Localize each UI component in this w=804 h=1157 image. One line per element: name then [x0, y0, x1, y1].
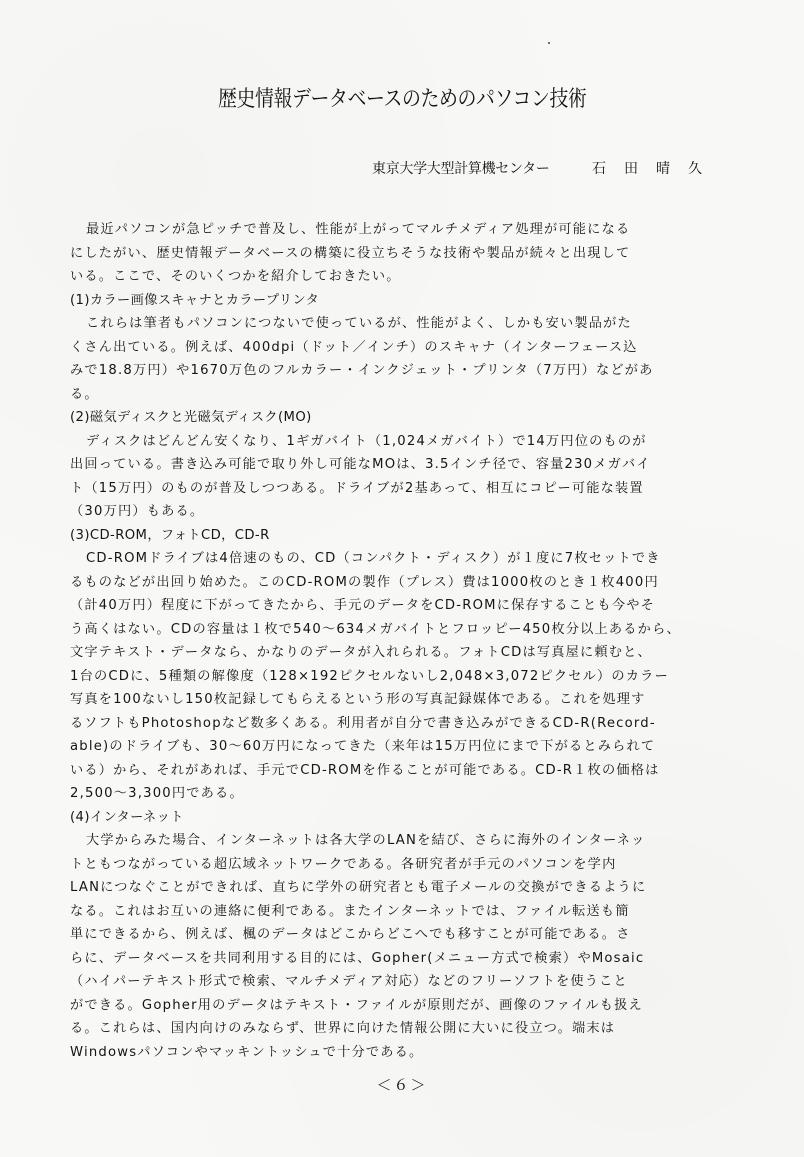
- paragraph-line: 最近パソコンが急ピッチで普及し、性能が上がってマルチメディア処理が可能になる: [86, 222, 631, 237]
- paragraph-line: 1台のCDに、5種類の解像度（128×192ピクセルないし2,048×3,072ピクセル）のカラー: [70, 668, 669, 684]
- paragraph-line: なる。これはお互いの連絡に便利である。またインターネットでは、ファイル転送も簡: [70, 903, 630, 919]
- paragraph-line: Windowsパソコンやマッキントッシュで十分である。: [70, 1044, 424, 1060]
- document-title: 歴史情報データベースのためのパソコン技術: [218, 87, 587, 112]
- paragraph-line: みで18.8万円）や1670万色のフルカラー・インクジェット・プリンタ（7万円）などがあ: [70, 363, 654, 378]
- paragraph-line: 文字テキスト・データなら、かなりのデータが入れられる。フォトCDは写真屋に頼むと、: [70, 645, 652, 660]
- paragraph-line: 単にできるから、例えば、楓のデータはどこからどこへでも移すことが可能である。さ: [70, 927, 631, 942]
- scan-speck: [548, 42, 550, 44]
- paragraph-line: いる）から、それがあれば、手元でCD-ROMを作ることが可能である。CD-R１枚の価格は: [70, 762, 660, 778]
- paragraph-line: る。: [70, 386, 99, 402]
- paragraph-line: う高くはない。CDの容量は１枚で540～634メガバイトとフロッピー450枚分以上あるから、: [70, 621, 681, 637]
- paragraph-line: able)のドライブも、30～60万円になってきた（来年は15万円位にまで下がるとみられて: [70, 739, 656, 754]
- section-heading: (4)インターネット: [70, 809, 184, 825]
- author-affiliation: 東京大学大型計算機センター: [372, 161, 550, 177]
- section-heading: (1)カラー画像スキャナとカラープリンタ: [70, 292, 320, 308]
- paragraph-line: 出回っている。書き込み可能で取り外し可能なMOは、3.5インチ径で、容量230メガバイ: [70, 457, 651, 472]
- body-text: [70, 218, 732, 1064]
- paragraph-line: 2,500～3,300円である。: [70, 786, 244, 801]
- paragraph-line: （ハイパーテキスト形式で検索、マルチメディア対応）などのフリーソフトを使うこと: [70, 974, 628, 989]
- paragraph-line: ト（15万円）のものが普及しつつある。ドライブが2基あって、相互にコピー可能な装置: [70, 480, 644, 496]
- paragraph-line: 写真を100ないし150枚記録してもらえるという形の写真記録媒体である。これを処理す: [70, 692, 646, 707]
- paragraph-line: （30万円）もある。: [70, 504, 205, 519]
- paragraph-line: るソフトもPhotoshopなど数多くある。利用者が自分で書き込みができるCD-R(Record-: [70, 715, 656, 731]
- paragraph-line: ディスクはどんどん安くなり、1ギガバイト（1,024メガバイト）で14万円位のものが: [86, 433, 647, 449]
- paragraph-line: らに、データベースを共同利用する目的には、Gopher(メニュー方式で検索）やMosaic: [70, 950, 645, 966]
- paragraph-line: （計40万円）程度に下がってきたから、手元のデータをCD-ROMに保存することも今やそ: [70, 598, 655, 613]
- paragraph-line: LANにつなぐことができれば、直ちに学外の研究者とも電子メールの交換ができるように: [70, 880, 647, 895]
- section-heading: (3)CD-ROM，フォトCD，CD-R: [70, 527, 270, 543]
- paragraph-line: これらは筆者もパソコンにつないで使っているが、性能がよく、しかも安い製品がた: [86, 316, 632, 331]
- paragraph-line: 大学からみた場合、インターネットは各大学のLANを結び、さらに海外のインターネッ: [86, 833, 646, 848]
- paragraph-line: るものなどが出回り始めた。このCD-ROMの製作（プレス）費は1000枚のとき１枚400円: [70, 574, 659, 590]
- paragraph-line: ができる。Gopher用のデータはテキスト・ファイルが原則だが、画像のファイルも扱え: [70, 997, 643, 1013]
- author-name: 石田晴久: [592, 161, 720, 177]
- paragraph-line: くさん出ている。例えば、400dpi（ドット／インチ）のスキャナ（インターフェース込: [70, 339, 638, 355]
- author-line: [372, 158, 720, 178]
- section-heading: (2)磁気ディスクと光磁気ディスク(MO): [70, 410, 312, 425]
- paragraph-line: にしたがい、歴史情報データベースの構築に役立ちそうな技術や製品が続々と出現して: [70, 245, 631, 261]
- paragraph-line: トともつながっている超広域ネットワークである。各研究者が手元のパソコンを学内: [70, 856, 617, 872]
- paragraph-line: CD-ROMドライブは4倍速のもの、CD（コンパクト・ディスク）が１度に7枚セットでき: [86, 551, 661, 566]
- paragraph-line: いる。ここで、そのいくつかを紹介しておきたい。: [70, 269, 401, 284]
- paragraph-line: る。これらは、国内向けのみならず、世界に向けた情報公開に大いに役立つ。端末は: [70, 1021, 616, 1036]
- page-number: ＜６＞: [376, 1076, 428, 1094]
